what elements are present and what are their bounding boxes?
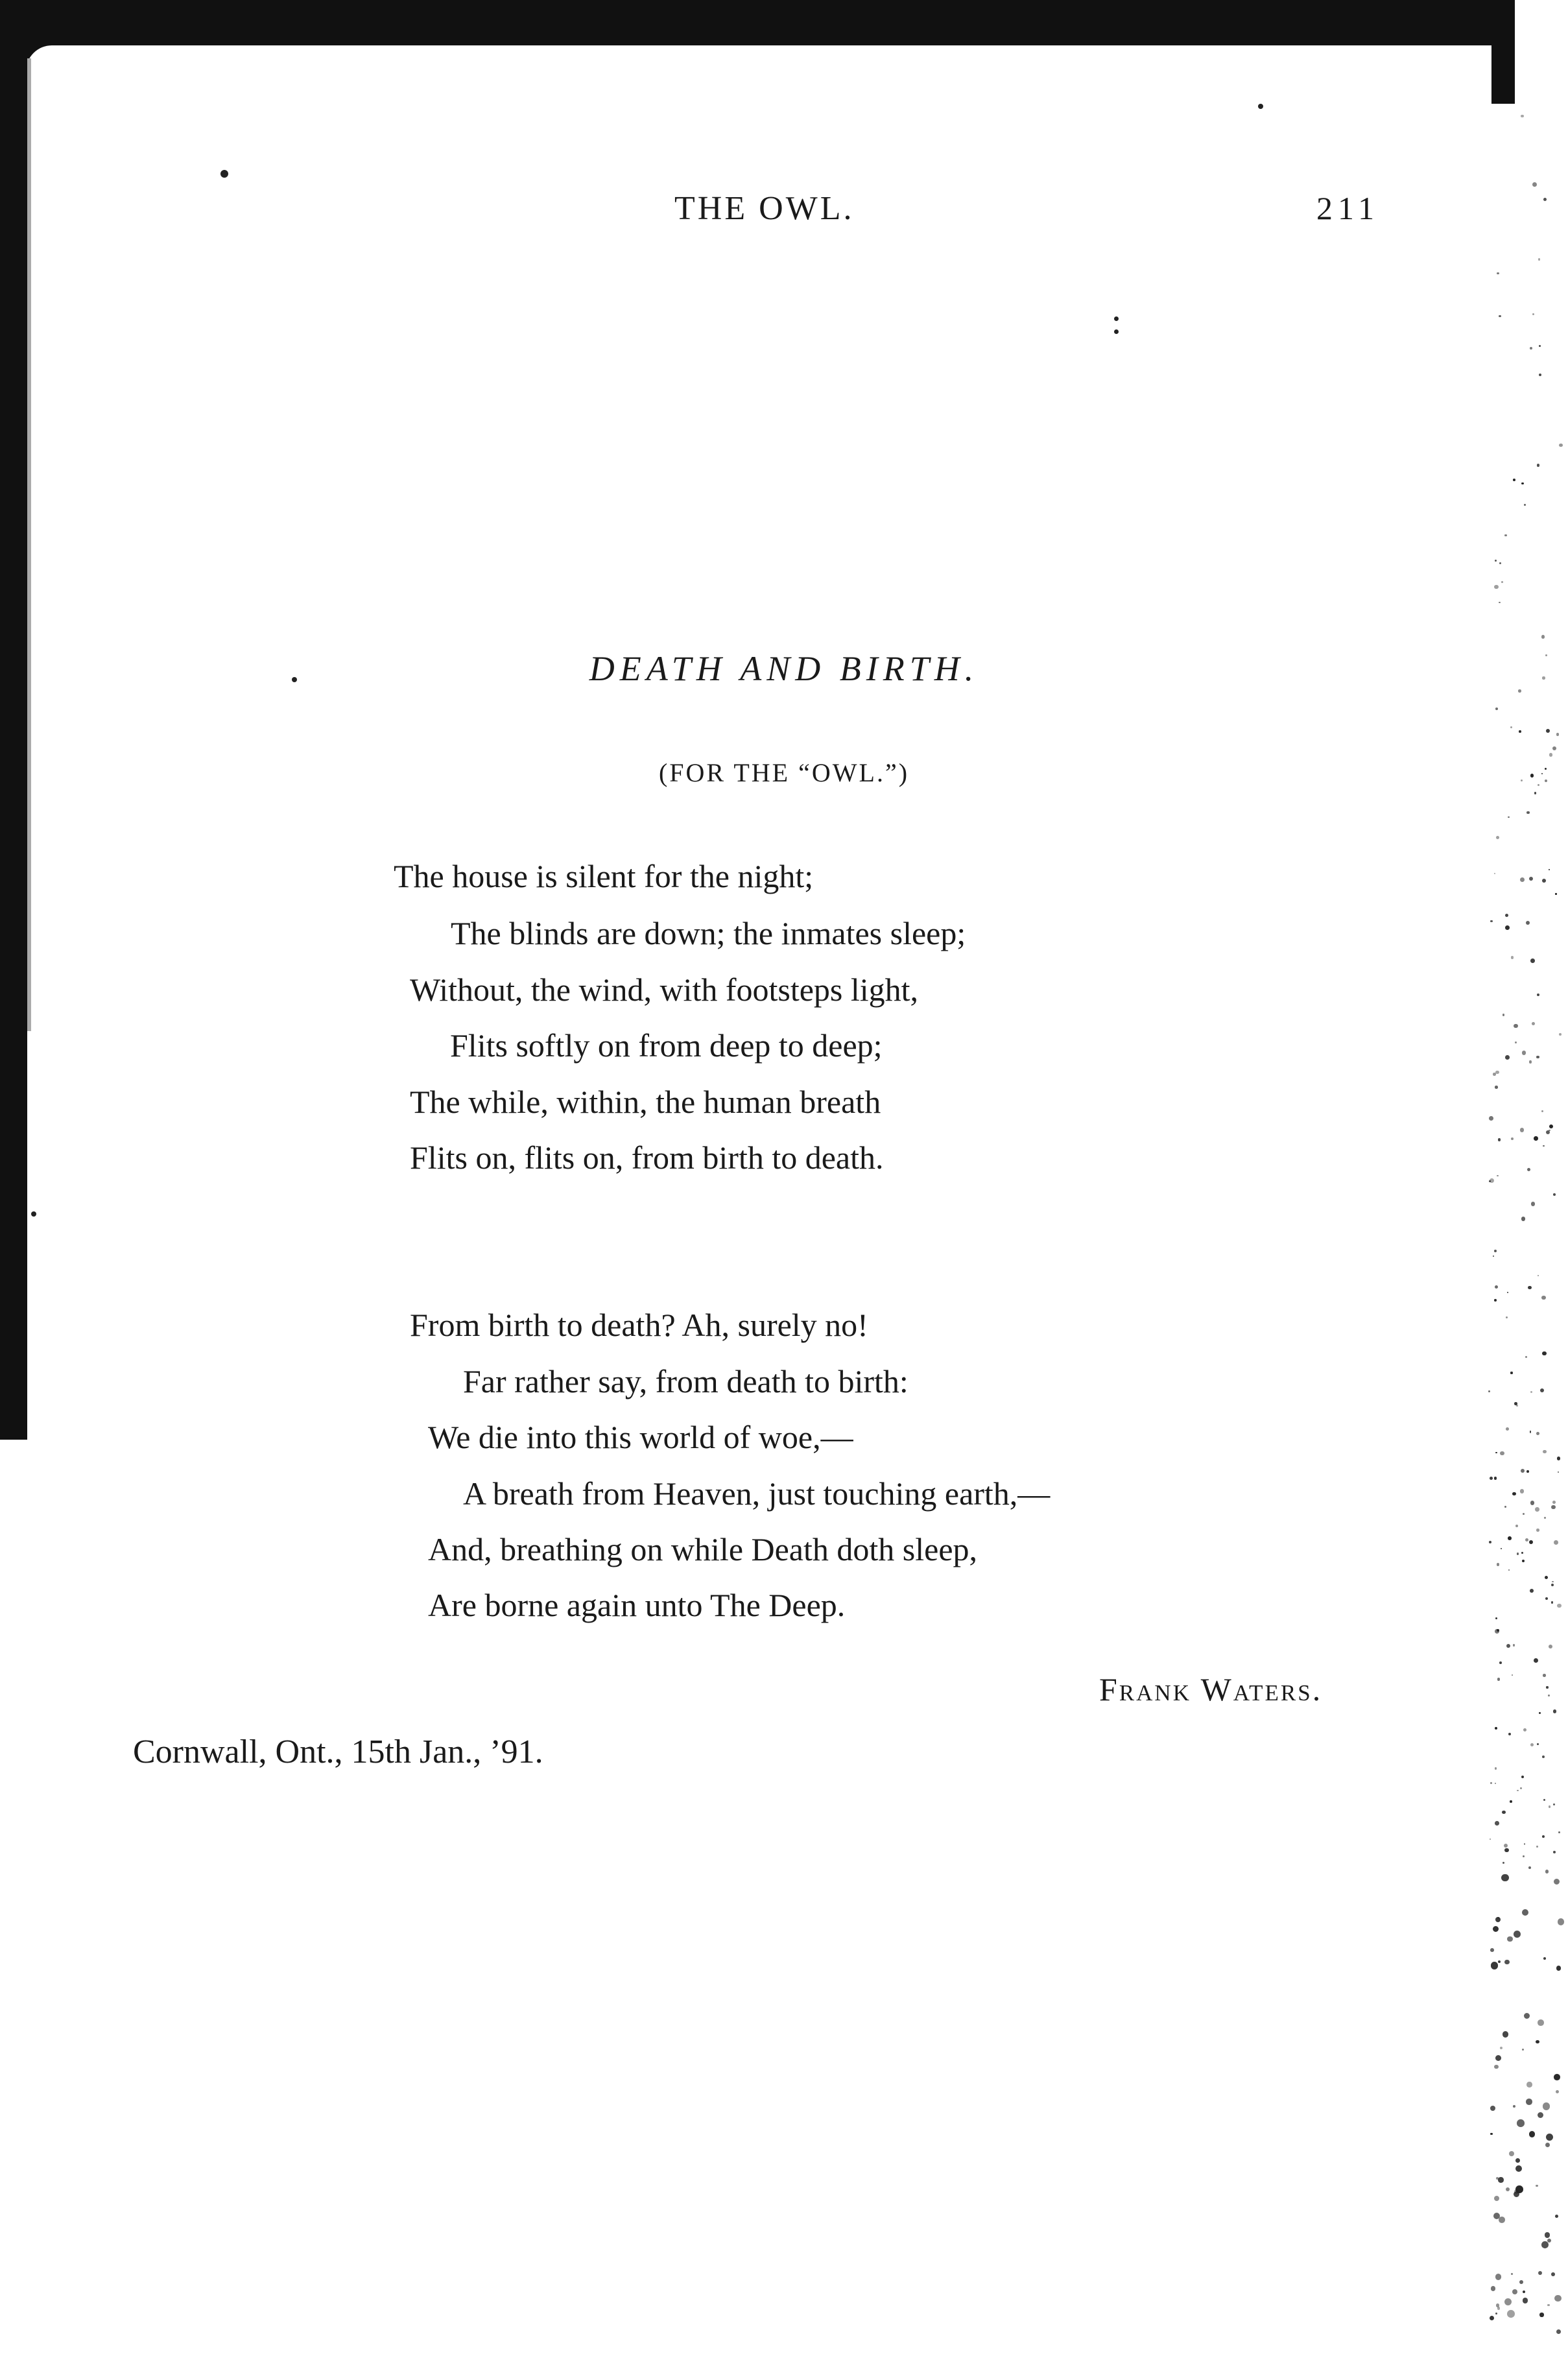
scan-noise-dot	[1523, 1513, 1525, 1515]
scan-noise-dot	[1506, 1644, 1510, 1648]
scan-noise-dot	[1554, 1879, 1560, 1885]
scan-noise-dot	[1549, 753, 1553, 757]
poem-line: Far rather say, from death to birth:	[463, 1363, 909, 1399]
scan-noise-dot	[1500, 1451, 1504, 1456]
scan-noise-dot	[1534, 1136, 1538, 1141]
scan-noise-dot	[1549, 1645, 1552, 1648]
scan-noise-dot	[1532, 182, 1537, 187]
scan-noise-dot	[1541, 1110, 1543, 1112]
scan-noise-dot	[1503, 2031, 1508, 2037]
scan-noise-dot	[1535, 1507, 1539, 1512]
scan-noise-dot	[1546, 1686, 1548, 1688]
scan-noise-dot	[1537, 1743, 1539, 1745]
scan-noise-dot	[1523, 2291, 1525, 2293]
scan-noise-dot	[1504, 2298, 1512, 2305]
scan-noise-dot	[1504, 1844, 1508, 1848]
scan-noise-dot	[1498, 1960, 1501, 1963]
scan-noise-dot	[1517, 1790, 1518, 1791]
scan-noise-dot	[1558, 1831, 1560, 1833]
scan-noise-dot	[1490, 1838, 1491, 1840]
scan-noise-dot	[1541, 2241, 1549, 2248]
scan-speck	[1114, 316, 1119, 321]
scan-noise-dot	[1548, 1695, 1550, 1696]
scan-noise-dot	[1529, 1540, 1533, 1544]
scan-noise-dot	[1495, 1071, 1499, 1075]
scan-noise-dot	[1509, 2151, 1514, 2156]
scan-noise-dot	[1549, 1130, 1550, 1132]
scan-noise-dot	[1504, 1848, 1508, 1852]
scan-noise-dot	[1517, 1553, 1519, 1554]
scan-noise-dot	[1518, 689, 1521, 692]
scan-noise-dot	[1502, 1811, 1505, 1814]
scan-noise-dot	[1507, 1936, 1513, 1942]
scan-noise-dot	[1538, 2112, 1544, 2119]
scan-noise-dot	[1524, 504, 1526, 506]
scan-noise-dot	[1536, 1432, 1539, 1435]
scan-noise-dot	[1526, 811, 1530, 815]
poem-line: And, breathing on while Death doth sleep,	[428, 1531, 978, 1567]
scan-noise-dot	[1542, 879, 1546, 883]
scan-noise-dot	[1489, 1541, 1491, 1543]
scan-noise-dot	[1491, 2286, 1496, 2291]
scan-noise-dot	[1501, 581, 1503, 583]
scan-noise-dot	[1521, 1469, 1525, 1473]
scan-noise-dot	[1556, 2090, 1559, 2093]
scan-noise-dot	[1523, 1855, 1525, 1857]
scan-noise-dot	[1513, 1644, 1515, 1646]
scan-noise-dot	[1497, 1563, 1500, 1566]
scan-edge-noise	[1488, 104, 1568, 2356]
scan-noise-dot	[1526, 921, 1530, 925]
scan-noise-dot	[1496, 836, 1499, 839]
scan-noise-dot	[1520, 877, 1525, 882]
poem-line: Flits on, flits on, from birth to death.	[410, 1139, 884, 1176]
scan-noise-dot	[1517, 2119, 1525, 2127]
scan-noise-dot	[1549, 1805, 1551, 1808]
poem-line: The while, within, the human breath	[410, 1084, 881, 1120]
poem-line: The blinds are down; the inmates sleep;	[451, 915, 966, 951]
poem-line: From birth to death? Ah, surely no!	[410, 1307, 868, 1343]
scan-noise-dot	[1530, 958, 1535, 963]
scan-noise-dot	[1537, 464, 1539, 466]
scan-noise-dot	[1559, 444, 1563, 447]
scan-noise-dot	[1494, 585, 1498, 589]
poem-line: Flits softly on from deep to deep;	[450, 1027, 883, 1064]
scan-noise-dot	[1542, 1835, 1545, 1838]
scan-noise-dot	[1493, 1926, 1499, 1932]
scan-noise-dot	[1513, 479, 1515, 481]
scan-noise-dot	[1490, 1948, 1494, 1952]
scan-noise-dot	[1525, 1356, 1526, 1357]
scan-noise-dot	[1501, 1874, 1508, 1881]
scan-noise-dot	[1528, 1286, 1532, 1290]
scan-noise-dot	[1490, 2106, 1495, 2111]
scan-noise-dot	[1522, 1051, 1526, 1054]
scan-noise-dot	[1552, 1581, 1554, 1583]
scan-noise-dot	[1543, 2102, 1550, 2110]
dateline: Cornwall, Ont., 15th Jan., ’91.	[133, 1733, 543, 1770]
scan-noise-dot	[1494, 2196, 1499, 2201]
scan-noise-dot	[1519, 730, 1521, 733]
scan-noise-dot	[1528, 1866, 1531, 1869]
author-name: Frank Waters.	[1099, 1671, 1323, 1708]
scan-noise-dot	[1490, 2133, 1492, 2135]
scan-noise-dot	[1512, 2289, 1517, 2294]
scan-noise-dot	[1506, 1427, 1509, 1431]
scan-noise-dot	[1545, 1870, 1549, 1874]
scan-noise-dot	[1543, 1674, 1546, 1677]
scan-noise-dot	[1508, 816, 1510, 818]
scan-noise-dot	[1520, 1128, 1525, 1132]
scan-noise-dot	[1504, 1506, 1506, 1508]
scan-noise-dot	[1494, 1250, 1497, 1253]
scan-noise-dot	[1489, 1116, 1493, 1121]
scan-noise-dot	[1521, 1776, 1524, 1778]
scan-noise-dot	[1514, 1024, 1518, 1029]
scan-noise-dot	[1495, 1285, 1498, 1289]
scan-noise-dot	[1499, 562, 1501, 564]
scan-noise-dot	[1493, 1255, 1494, 1257]
scan-noise-dot	[1490, 920, 1493, 923]
scan-noise-dot	[1536, 1529, 1539, 1532]
scan-noise-dot	[1506, 2187, 1510, 2191]
scan-noise-dot	[1554, 1540, 1558, 1545]
scan-noise-dot	[1530, 1501, 1534, 1505]
scan-noise-dot	[1507, 2310, 1515, 2318]
scan-noise-dot	[1538, 258, 1541, 261]
poem-line: A breath from Heaven, just touching earth,—	[463, 1475, 1051, 1512]
scan-noise-dot	[1506, 1316, 1508, 1318]
scan-noise-dot	[1554, 2295, 1561, 2302]
scan-noise-dot	[1541, 635, 1545, 639]
scan-noise-dot	[1495, 1783, 1496, 1784]
scan-noise-dot	[1508, 1733, 1511, 1735]
scan-noise-dot	[1545, 1597, 1548, 1600]
scan-noise-dot	[1494, 873, 1495, 874]
scan-border-curve	[26, 45, 1511, 71]
scan-noise-dot	[1490, 2316, 1494, 2320]
scan-noise-dot	[1555, 2215, 1558, 2218]
scan-noise-dot	[1530, 1391, 1532, 1393]
scan-speck	[220, 170, 228, 178]
scan-noise-dot	[1499, 2217, 1505, 2223]
scan-noise-dot	[1543, 1957, 1546, 1960]
scan-noise-dot	[1540, 1388, 1544, 1392]
scan-noise-dot	[1510, 726, 1512, 728]
scan-noise-dot	[1498, 2177, 1503, 2182]
scan-noise-dot	[1549, 869, 1550, 870]
scan-noise-dot	[1558, 1918, 1564, 1925]
scan-noise-dot	[1532, 1022, 1535, 1025]
scan-noise-dot	[1544, 1517, 1546, 1519]
scan-noise-dot	[1554, 2074, 1560, 2080]
scan-noise-dot	[1504, 534, 1507, 537]
scan-noise-dot	[1512, 1674, 1513, 1676]
scan-noise-dot	[1542, 1755, 1545, 1758]
scan-noise-dot	[1499, 1661, 1502, 1664]
scan-noise-dot	[1557, 1604, 1562, 1608]
scan-noise-dot	[1553, 1803, 1555, 1805]
scan-noise-dot	[1552, 746, 1556, 750]
scan-noise-dot	[1495, 2055, 1501, 2061]
author-signature	[1099, 1671, 1322, 1708]
scan-noise-dot	[1559, 1033, 1562, 1036]
scan-noise-dot	[1526, 1470, 1529, 1473]
scan-noise-dot	[1553, 1193, 1556, 1196]
scan-noise-dot	[1543, 198, 1547, 201]
scan-noise-dot	[1495, 1767, 1497, 1770]
scan-shadow-left	[27, 58, 31, 1031]
scan-noise-dot	[1505, 1055, 1510, 1060]
scan-noise-dot	[1556, 2329, 1561, 2334]
scan-noise-dot	[1538, 2271, 1542, 2275]
scan-noise-dot	[1553, 1709, 1557, 1713]
scan-noise-dot	[1505, 914, 1508, 917]
scan-noise-dot	[1555, 893, 1556, 894]
scan-noise-dot	[1508, 1569, 1510, 1571]
scan-border-left	[0, 0, 27, 1440]
scan-noise-dot	[1490, 1782, 1492, 1784]
scan-noise-dot	[1498, 1138, 1501, 1141]
scan-noise-dot	[1508, 1536, 1512, 1540]
scan-noise-dot	[1495, 1452, 1497, 1453]
poem-line: Without, the wind, with footsteps light,	[410, 971, 919, 1008]
scan-noise-dot	[1511, 956, 1514, 959]
scan-noise-dot	[1505, 925, 1510, 930]
scan-noise-dot	[1539, 345, 1541, 347]
scan-noise-dot	[1494, 1477, 1497, 1480]
scan-noise-dot	[1538, 1275, 1539, 1277]
scan-noise-dot	[1501, 1548, 1502, 1549]
scan-noise-dot	[1536, 1846, 1538, 1848]
scan-noise-dot	[1543, 1799, 1545, 1801]
scan-noise-dot	[1530, 1743, 1534, 1747]
scan-noise-dot	[1510, 1800, 1512, 1803]
scan-noise-dot	[1558, 1471, 1559, 1473]
scan-noise-dot	[1515, 1041, 1517, 1043]
scan-noise-dot	[1541, 1296, 1545, 1300]
poem-line: Are borne again unto The Deep.	[428, 1587, 846, 1623]
scan-noise-dot	[1552, 1501, 1556, 1504]
scan-noise-dot	[1557, 1457, 1560, 1460]
scan-noise-dot	[1521, 1217, 1525, 1220]
scan-speck	[31, 1211, 36, 1217]
scan-noise-dot	[1519, 2280, 1523, 2284]
scan-noise-dot	[1513, 2105, 1516, 2108]
scan-noise-dot	[1545, 2232, 1550, 2238]
scan-noise-dot	[1490, 1477, 1493, 1480]
scan-noise-dot	[1521, 115, 1523, 117]
scan-noise-dot	[1530, 1431, 1531, 1432]
scan-noise-dot	[1523, 2298, 1528, 2303]
scan-noise-dot	[1551, 2272, 1555, 2276]
scan-noise-dot	[1495, 1917, 1501, 1922]
scan-noise-dot	[1529, 1060, 1532, 1064]
scan-noise-dot	[1524, 1843, 1525, 1844]
scan-noise-dot	[1499, 315, 1501, 318]
scan-noise-dot	[1491, 1962, 1498, 1969]
page-number: 211	[1316, 190, 1380, 226]
scan-noise-dot	[1531, 1202, 1536, 1206]
scan-noise-dot	[1551, 1505, 1556, 1510]
scan-noise-dot	[1503, 1862, 1504, 1864]
scan-noise-dot	[1545, 1576, 1549, 1580]
scan-noise-dot	[1504, 1960, 1509, 1964]
scan-noise-dot	[1551, 1601, 1553, 1603]
scan-noise-dot	[1529, 2131, 1536, 2137]
scan-noise-dot	[1530, 347, 1532, 350]
scan-noise-dot	[1497, 272, 1499, 274]
scan-noise-dot	[1522, 2049, 1524, 2051]
scan-noise-dot	[1546, 2134, 1553, 2141]
scan-noise-dot	[1511, 2273, 1513, 2275]
scan-noise-dot	[1514, 1931, 1521, 1938]
scan-noise-dot	[1520, 1489, 1524, 1493]
scan-noise-dot	[1551, 1584, 1554, 1586]
scan-noise-dot	[1522, 1560, 1525, 1562]
poem-subtitle: (FOR THE “OWL.”)	[658, 758, 910, 787]
scan-noise-dot	[1495, 1629, 1499, 1634]
scan-noise-dot	[1539, 2313, 1543, 2316]
scan-noise-dot	[1546, 1130, 1550, 1134]
scan-noise-dot	[1521, 482, 1524, 485]
scan-noise-dot	[1539, 374, 1542, 377]
scan-noise-dot	[1495, 1727, 1497, 1730]
scan-noise-dot	[1495, 2313, 1497, 2314]
scan-noise-dot	[1497, 1175, 1499, 1177]
scan-noise-dot	[1514, 1402, 1517, 1405]
scan-noise-dot	[1538, 2019, 1544, 2026]
scan-noise-dot	[1545, 2143, 1550, 2148]
scan-noise-dot	[1520, 1787, 1522, 1789]
scan-noise-dot	[1536, 2185, 1538, 2187]
scan-noise-dot	[1495, 560, 1497, 562]
scan-noise-dot	[1529, 877, 1533, 881]
scan-noise-dot	[1497, 1678, 1501, 1681]
scan-noise-dot	[1503, 1014, 1505, 1016]
scan-noise-dot	[1547, 2304, 1550, 2307]
scan-noise-dot	[1495, 1821, 1499, 1826]
scan-noise-dot	[1556, 1966, 1561, 1970]
poem-title: DEATH AND BIRTH.	[589, 649, 979, 688]
scan-noise-dot	[1499, 602, 1501, 604]
scan-noise-dot	[1556, 733, 1559, 735]
scan-noise-dot	[1549, 1124, 1553, 1128]
scan-noise-dot	[1515, 2158, 1520, 2163]
scan-noise-dot	[1547, 2239, 1552, 2243]
scan-noise-dot	[1534, 792, 1536, 794]
scan-noise-dot	[1507, 1292, 1508, 1293]
scan-noise-dot	[1526, 2099, 1532, 2105]
scan-border-right	[1491, 0, 1515, 104]
scan-noise-dot	[1532, 313, 1535, 316]
scan-noise-dot	[1524, 2013, 1530, 2019]
scan-speck	[1114, 329, 1119, 334]
scan-noise-dot	[1525, 1538, 1528, 1541]
scan-noise-dot	[1510, 1372, 1512, 1374]
scan-noise-dot	[1500, 2047, 1503, 2049]
scan-noise-dot	[1494, 2065, 1499, 2069]
scan-noise-dot	[1494, 1299, 1497, 1302]
scan-noise-dot	[1537, 994, 1539, 996]
scan-noise-dot	[1495, 1086, 1497, 1088]
scan-noise-dot	[1495, 2274, 1502, 2280]
scan-noise-dot	[1488, 1390, 1490, 1392]
scan-noise-dot	[1543, 1145, 1544, 1147]
scan-noise-dot	[1543, 1450, 1547, 1454]
scan-noise-dot	[1526, 2082, 1532, 2088]
scan-noise-dot	[1522, 1909, 1528, 1916]
scan-noise-dot	[1530, 1589, 1534, 1593]
poem-line: The house is silent for the night;	[394, 858, 814, 894]
scan-noise-dot	[1534, 1658, 1538, 1663]
scan-noise-dot	[1495, 708, 1498, 710]
running-title: THE OWL.	[674, 190, 855, 227]
scan-noise-dot	[1512, 1492, 1516, 1496]
scan-noise-dot	[1527, 1168, 1530, 1171]
scan-noise-dot	[1542, 1351, 1547, 1356]
poem-line: We die into this world of woe,—	[428, 1419, 853, 1455]
scan-noise-dot	[1495, 1617, 1497, 1619]
scan-noise-dot	[1523, 1728, 1526, 1731]
scan-noise-dot	[1539, 1712, 1541, 1714]
scan-noise-dot	[1536, 1056, 1539, 1059]
scan-speck	[1258, 104, 1263, 109]
scan-noise-dot	[1515, 2165, 1522, 2172]
scan-noise-dot	[1511, 1137, 1514, 1140]
scan-noise-dot	[1553, 1851, 1556, 1853]
scan-noise-dot	[1521, 1552, 1523, 1554]
scan-noise-dot	[1536, 2040, 1539, 2044]
scan-noise-dot	[1515, 1525, 1518, 1527]
scan-noise-dot	[1546, 729, 1550, 733]
